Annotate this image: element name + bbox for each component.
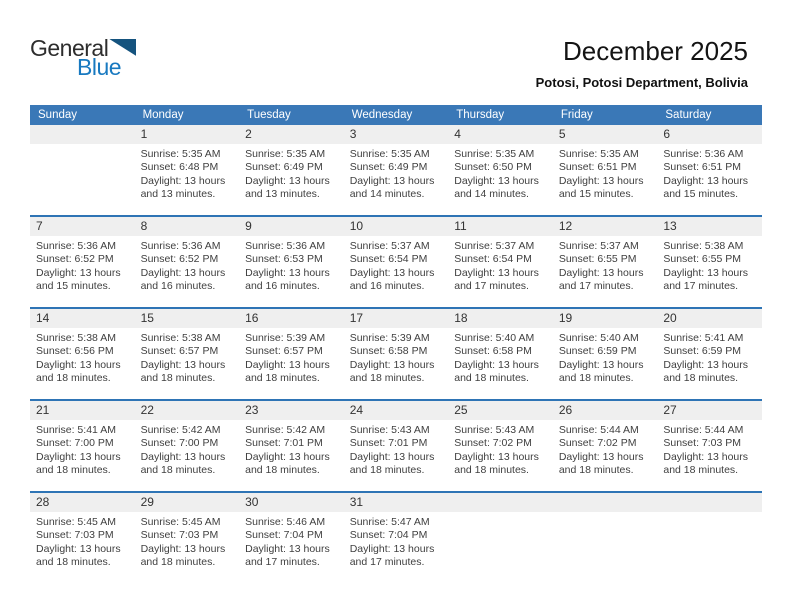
daylight-text-line2: and 18 minutes.	[36, 556, 111, 569]
daylight-text-line2: and 18 minutes.	[36, 372, 111, 385]
daylight-text-line2: and 15 minutes.	[36, 280, 111, 293]
daylight-text-line2: and 13 minutes.	[140, 188, 216, 201]
day-details	[553, 512, 658, 516]
day-details	[657, 236, 762, 294]
sunset-text: Sunset: 6:55 PM	[663, 253, 742, 266]
daylight-text-line1: Daylight: 13 hours	[454, 450, 539, 463]
daylight-text-line2: and 18 minutes.	[245, 372, 320, 385]
daylight-text-line2: and 18 minutes.	[36, 464, 111, 477]
week-row	[30, 492, 762, 583]
date-number: 17	[349, 311, 364, 325]
date-band	[448, 493, 553, 512]
sunset-text: Sunset: 7:03 PM	[140, 529, 219, 542]
day-details	[448, 512, 553, 516]
date-band	[448, 309, 553, 328]
date-band	[135, 125, 240, 144]
sunrise-text: Sunrise: 5:40 AM	[558, 332, 639, 344]
day-details	[657, 512, 762, 516]
sunrise-text: Sunrise: 5:38 AM	[36, 332, 116, 344]
date-band	[657, 493, 762, 512]
day-cell	[553, 216, 658, 308]
sunset-text: Sunset: 6:54 PM	[349, 253, 428, 266]
day-cell	[657, 125, 762, 216]
day-cell	[448, 216, 553, 308]
date-band	[657, 401, 762, 420]
daylight-text-line1: Daylight: 13 hours	[36, 266, 121, 279]
sunset-text: Sunset: 6:53 PM	[245, 253, 323, 266]
date-number: 5	[558, 127, 566, 141]
daylight-text-line1: Daylight: 13 hours	[663, 174, 749, 187]
sunset-text: Sunset: 6:55 PM	[558, 253, 637, 266]
page-title: December 2025	[563, 36, 748, 66]
day-details	[344, 236, 449, 294]
daylight-text-line2: and 18 minutes.	[140, 556, 216, 569]
sunrise-text: Sunrise: 5:35 AM	[558, 148, 639, 160]
date-number: 8	[140, 219, 148, 233]
day-details	[657, 144, 762, 202]
sunset-text: Sunset: 6:54 PM	[454, 253, 532, 266]
sunrise-text: Sunrise: 5:42 AM	[140, 424, 221, 436]
date-band	[553, 125, 658, 144]
sunrise-text: Sunrise: 5:43 AM	[349, 424, 430, 436]
daylight-text-line2: and 16 minutes.	[245, 280, 320, 293]
day-details	[344, 420, 449, 478]
date-band	[448, 401, 553, 420]
sunrise-text: Sunrise: 5:35 AM	[349, 148, 430, 160]
day-details	[239, 328, 344, 386]
week-row	[30, 400, 762, 492]
date-number: 22	[140, 403, 154, 417]
date-number: 25	[454, 403, 468, 417]
daylight-text-line1: Daylight: 13 hours	[558, 358, 644, 371]
date-band	[135, 217, 240, 236]
day-cell	[135, 492, 240, 583]
date-band	[239, 125, 344, 144]
sunrise-text: Sunrise: 5:45 AM	[36, 516, 116, 528]
day-details	[657, 328, 762, 386]
daylight-text-line1: Daylight: 13 hours	[454, 266, 539, 279]
date-band	[239, 493, 344, 512]
date-number: 26	[558, 403, 573, 417]
daylight-text-line2: and 18 minutes.	[140, 372, 216, 385]
sunset-text: Sunset: 7:03 PM	[663, 437, 742, 450]
logo-text-general: General	[30, 35, 109, 61]
daylight-text-line2: and 18 minutes.	[245, 464, 320, 477]
day-cell	[30, 492, 135, 583]
day-details	[344, 328, 449, 386]
weekday-header-tuesday: Tuesday	[239, 105, 344, 125]
sunrise-text: Sunrise: 5:37 AM	[454, 240, 535, 252]
sunrise-text: Sunrise: 5:38 AM	[140, 332, 221, 344]
date-band	[344, 217, 449, 236]
sunset-text: Sunset: 6:50 PM	[454, 161, 532, 174]
sunset-text: Sunset: 6:58 PM	[454, 345, 532, 358]
date-number: 31	[349, 495, 364, 509]
daylight-text-line1: Daylight: 13 hours	[349, 358, 435, 371]
day-cell	[344, 125, 449, 216]
day-details	[344, 144, 449, 202]
sunset-text: Sunset: 7:04 PM	[349, 529, 428, 542]
sunset-text: Sunset: 7:04 PM	[245, 529, 323, 542]
daylight-text-line2: and 18 minutes.	[454, 464, 529, 477]
date-number: 30	[245, 495, 259, 509]
sunrise-text: Sunrise: 5:45 AM	[140, 516, 221, 528]
date-number: 28	[36, 495, 50, 509]
day-cell	[448, 308, 553, 400]
sunset-text: Sunset: 6:49 PM	[349, 161, 428, 174]
daylight-text-line2: and 18 minutes.	[349, 372, 425, 385]
day-cell	[657, 400, 762, 492]
daylight-text-line2: and 18 minutes.	[558, 464, 634, 477]
date-band	[448, 217, 553, 236]
date-number: 14	[36, 311, 50, 325]
empty-day-cell	[30, 125, 135, 216]
date-number: 1	[140, 127, 148, 141]
day-details	[657, 420, 762, 478]
day-details	[30, 328, 135, 386]
date-number: 19	[558, 311, 573, 325]
date-band	[30, 309, 135, 328]
date-band	[553, 401, 658, 420]
title-block	[536, 36, 748, 90]
weekday-header-thursday: Thursday	[448, 105, 553, 125]
sunrise-text: Sunrise: 5:44 AM	[558, 424, 639, 436]
sunset-text: Sunset: 7:02 PM	[454, 437, 532, 450]
empty-day-cell	[657, 492, 762, 583]
sunset-text: Sunset: 6:51 PM	[558, 161, 637, 174]
sunset-text: Sunset: 6:58 PM	[349, 345, 428, 358]
date-band	[239, 217, 344, 236]
date-number: 23	[245, 403, 259, 417]
sunset-text: Sunset: 6:51 PM	[663, 161, 742, 174]
day-details	[135, 144, 240, 202]
day-details	[135, 420, 240, 478]
day-cell	[344, 400, 449, 492]
daylight-text-line1: Daylight: 13 hours	[36, 358, 121, 371]
date-band	[344, 309, 449, 328]
day-details	[135, 512, 240, 570]
daylight-text-line1: Daylight: 13 hours	[663, 450, 749, 463]
date-band	[553, 309, 658, 328]
sunset-text: Sunset: 6:52 PM	[36, 253, 114, 266]
daylight-text-line1: Daylight: 13 hours	[245, 358, 330, 371]
day-details	[30, 420, 135, 478]
daylight-text-line2: and 16 minutes.	[349, 280, 425, 293]
date-band	[657, 125, 762, 144]
empty-day-cell	[448, 492, 553, 583]
sunrise-text: Sunrise: 5:42 AM	[245, 424, 326, 436]
daylight-text-line1: Daylight: 13 hours	[245, 450, 330, 463]
day-cell	[239, 308, 344, 400]
sunrise-text: Sunrise: 5:39 AM	[349, 332, 430, 344]
date-number: 10	[349, 219, 364, 233]
sunset-text: Sunset: 6:49 PM	[245, 161, 323, 174]
sunset-text: Sunset: 6:59 PM	[558, 345, 637, 358]
daylight-text-line1: Daylight: 13 hours	[245, 266, 330, 279]
sunrise-text: Sunrise: 5:35 AM	[454, 148, 535, 160]
sunrise-text: Sunrise: 5:36 AM	[140, 240, 221, 252]
sunrise-text: Sunrise: 5:38 AM	[663, 240, 744, 252]
sunset-text: Sunset: 6:48 PM	[140, 161, 219, 174]
sunrise-text: Sunrise: 5:43 AM	[454, 424, 535, 436]
date-number: 3	[349, 127, 357, 141]
sunrise-text: Sunrise: 5:40 AM	[454, 332, 535, 344]
date-number: 24	[349, 403, 364, 417]
date-band	[657, 217, 762, 236]
daylight-text-line1: Daylight: 13 hours	[349, 266, 435, 279]
daylight-text-line1: Daylight: 13 hours	[140, 358, 226, 371]
daylight-text-line2: and 15 minutes.	[558, 188, 634, 201]
day-cell	[135, 400, 240, 492]
day-details	[239, 236, 344, 294]
daylight-text-line2: and 18 minutes.	[349, 464, 425, 477]
daylight-text-line1: Daylight: 13 hours	[454, 174, 539, 187]
date-number: 16	[245, 311, 259, 325]
date-number: 20	[663, 311, 677, 325]
daylight-text-line1: Daylight: 13 hours	[663, 266, 749, 279]
daylight-text-line1: Daylight: 13 hours	[454, 358, 539, 371]
day-cell	[448, 400, 553, 492]
sunrise-text: Sunrise: 5:44 AM	[663, 424, 744, 436]
daylight-text-line1: Daylight: 13 hours	[349, 450, 435, 463]
sunset-text: Sunset: 7:03 PM	[36, 529, 114, 542]
sunset-text: Sunset: 6:52 PM	[140, 253, 219, 266]
day-cell	[553, 308, 658, 400]
day-cell	[135, 216, 240, 308]
day-cell	[239, 400, 344, 492]
date-band	[553, 217, 658, 236]
daylight-text-line1: Daylight: 13 hours	[36, 542, 121, 555]
day-cell	[239, 125, 344, 216]
daylight-text-line2: and 17 minutes.	[349, 556, 425, 569]
day-details	[448, 144, 553, 202]
daylight-text-line2: and 15 minutes.	[663, 188, 739, 201]
sunset-text: Sunset: 7:00 PM	[36, 437, 114, 450]
sunrise-text: Sunrise: 5:46 AM	[245, 516, 326, 528]
week-row	[30, 125, 762, 216]
logo-text-blue: Blue	[77, 54, 122, 80]
daylight-text-line2: and 14 minutes.	[454, 188, 529, 201]
date-number: 13	[663, 219, 677, 233]
day-details	[239, 420, 344, 478]
daylight-text-line2: and 18 minutes.	[663, 464, 739, 477]
sunrise-text: Sunrise: 5:36 AM	[36, 240, 116, 252]
day-details	[30, 512, 135, 570]
day-cell	[30, 308, 135, 400]
weekday-header-friday: Friday	[553, 105, 658, 125]
day-details	[135, 328, 240, 386]
daylight-text-line2: and 18 minutes.	[558, 372, 634, 385]
sunset-text: Sunset: 7:02 PM	[558, 437, 637, 450]
weekday-header-monday: Monday	[135, 105, 240, 125]
date-number: 21	[36, 403, 50, 417]
day-cell	[239, 216, 344, 308]
sunrise-text: Sunrise: 5:36 AM	[245, 240, 326, 252]
date-number: 15	[140, 311, 154, 325]
sunrise-text: Sunrise: 5:37 AM	[349, 240, 430, 252]
daylight-text-line2: and 16 minutes.	[140, 280, 216, 293]
day-cell	[657, 308, 762, 400]
day-details	[344, 512, 449, 570]
daylight-text-line2: and 17 minutes.	[663, 280, 739, 293]
date-band	[344, 493, 449, 512]
date-number: 6	[663, 127, 671, 141]
date-band	[553, 493, 658, 512]
sunrise-text: Sunrise: 5:37 AM	[558, 240, 639, 252]
date-band	[135, 309, 240, 328]
day-cell	[657, 216, 762, 308]
sunrise-text: Sunrise: 5:47 AM	[349, 516, 430, 528]
day-cell	[135, 308, 240, 400]
day-details	[30, 144, 135, 148]
date-number: 9	[245, 219, 252, 233]
day-details	[553, 144, 658, 202]
day-cell	[553, 125, 658, 216]
sunset-text: Sunset: 6:59 PM	[663, 345, 742, 358]
day-details	[553, 328, 658, 386]
day-cell	[239, 492, 344, 583]
day-details	[239, 512, 344, 570]
sunset-text: Sunset: 6:57 PM	[245, 345, 323, 358]
sunset-text: Sunset: 6:56 PM	[36, 345, 114, 358]
sunrise-text: Sunrise: 5:35 AM	[140, 148, 221, 160]
date-band	[657, 309, 762, 328]
daylight-text-line2: and 17 minutes.	[558, 280, 634, 293]
week-row	[30, 216, 762, 308]
daylight-text-line2: and 18 minutes.	[663, 372, 739, 385]
daylight-text-line2: and 18 minutes.	[140, 464, 216, 477]
day-cell	[135, 125, 240, 216]
day-details	[448, 420, 553, 478]
daylight-text-line1: Daylight: 13 hours	[663, 358, 749, 371]
daylight-text-line1: Daylight: 13 hours	[140, 542, 226, 555]
date-number: 2	[245, 127, 252, 141]
date-band	[239, 309, 344, 328]
weekday-header-sunday: Sunday	[30, 105, 135, 125]
calendar-table	[30, 105, 762, 583]
day-cell	[448, 125, 553, 216]
daylight-text-line2: and 14 minutes.	[349, 188, 425, 201]
date-band	[30, 493, 135, 512]
daylight-text-line1: Daylight: 13 hours	[36, 450, 121, 463]
date-number: 12	[558, 219, 573, 233]
day-cell	[553, 400, 658, 492]
date-band	[135, 401, 240, 420]
day-cell	[30, 400, 135, 492]
day-details	[448, 328, 553, 386]
daylight-text-line1: Daylight: 13 hours	[140, 266, 226, 279]
date-band	[239, 401, 344, 420]
weekday-header-wednesday: Wednesday	[344, 105, 449, 125]
day-cell	[344, 216, 449, 308]
date-band	[30, 125, 135, 144]
date-number: 29	[140, 495, 154, 509]
day-details	[553, 420, 658, 478]
day-details	[448, 236, 553, 294]
sunset-text: Sunset: 7:01 PM	[245, 437, 323, 450]
daylight-text-line1: Daylight: 13 hours	[558, 174, 644, 187]
daylight-text-line2: and 17 minutes.	[454, 280, 529, 293]
date-number: 4	[454, 127, 461, 141]
daylight-text-line2: and 18 minutes.	[454, 372, 529, 385]
daylight-text-line2: and 17 minutes.	[245, 556, 320, 569]
location-subtitle: Potosi, Potosi Department, Bolivia	[535, 75, 748, 90]
day-details	[135, 236, 240, 294]
daylight-text-line2: and 13 minutes.	[245, 188, 320, 201]
day-cell	[344, 492, 449, 583]
daylight-text-line1: Daylight: 13 hours	[558, 266, 644, 279]
date-band	[135, 493, 240, 512]
day-details	[553, 236, 658, 294]
daylight-text-line1: Daylight: 13 hours	[245, 542, 330, 555]
day-details	[239, 144, 344, 202]
week-row	[30, 308, 762, 400]
daylight-text-line1: Daylight: 13 hours	[140, 450, 226, 463]
day-cell	[344, 308, 449, 400]
date-band	[30, 217, 135, 236]
daylight-text-line1: Daylight: 13 hours	[349, 174, 435, 187]
daylight-text-line1: Daylight: 13 hours	[245, 174, 330, 187]
date-number: 18	[454, 311, 468, 325]
general-blue-logo	[30, 36, 136, 79]
empty-day-cell	[553, 492, 658, 583]
date-band	[30, 401, 135, 420]
date-band	[344, 401, 449, 420]
date-number: 11	[454, 219, 467, 233]
sunset-text: Sunset: 7:01 PM	[349, 437, 428, 450]
date-number: 7	[36, 219, 43, 233]
day-details	[30, 236, 135, 294]
daylight-text-line1: Daylight: 13 hours	[140, 174, 226, 187]
date-number: 27	[663, 403, 677, 417]
weekday-header-saturday: Saturday	[657, 105, 762, 125]
sunrise-text: Sunrise: 5:36 AM	[663, 148, 744, 160]
date-band	[344, 125, 449, 144]
sunrise-text: Sunrise: 5:35 AM	[245, 148, 326, 160]
sunrise-text: Sunrise: 5:41 AM	[663, 332, 744, 344]
sunrise-text: Sunrise: 5:39 AM	[245, 332, 326, 344]
sunrise-text: Sunrise: 5:41 AM	[36, 424, 116, 436]
weekday-header-row	[30, 105, 762, 125]
sunset-text: Sunset: 6:57 PM	[140, 345, 219, 358]
date-band	[448, 125, 553, 144]
daylight-text-line1: Daylight: 13 hours	[349, 542, 435, 555]
sunset-text: Sunset: 7:00 PM	[140, 437, 219, 450]
day-cell	[30, 216, 135, 308]
daylight-text-line1: Daylight: 13 hours	[558, 450, 644, 463]
